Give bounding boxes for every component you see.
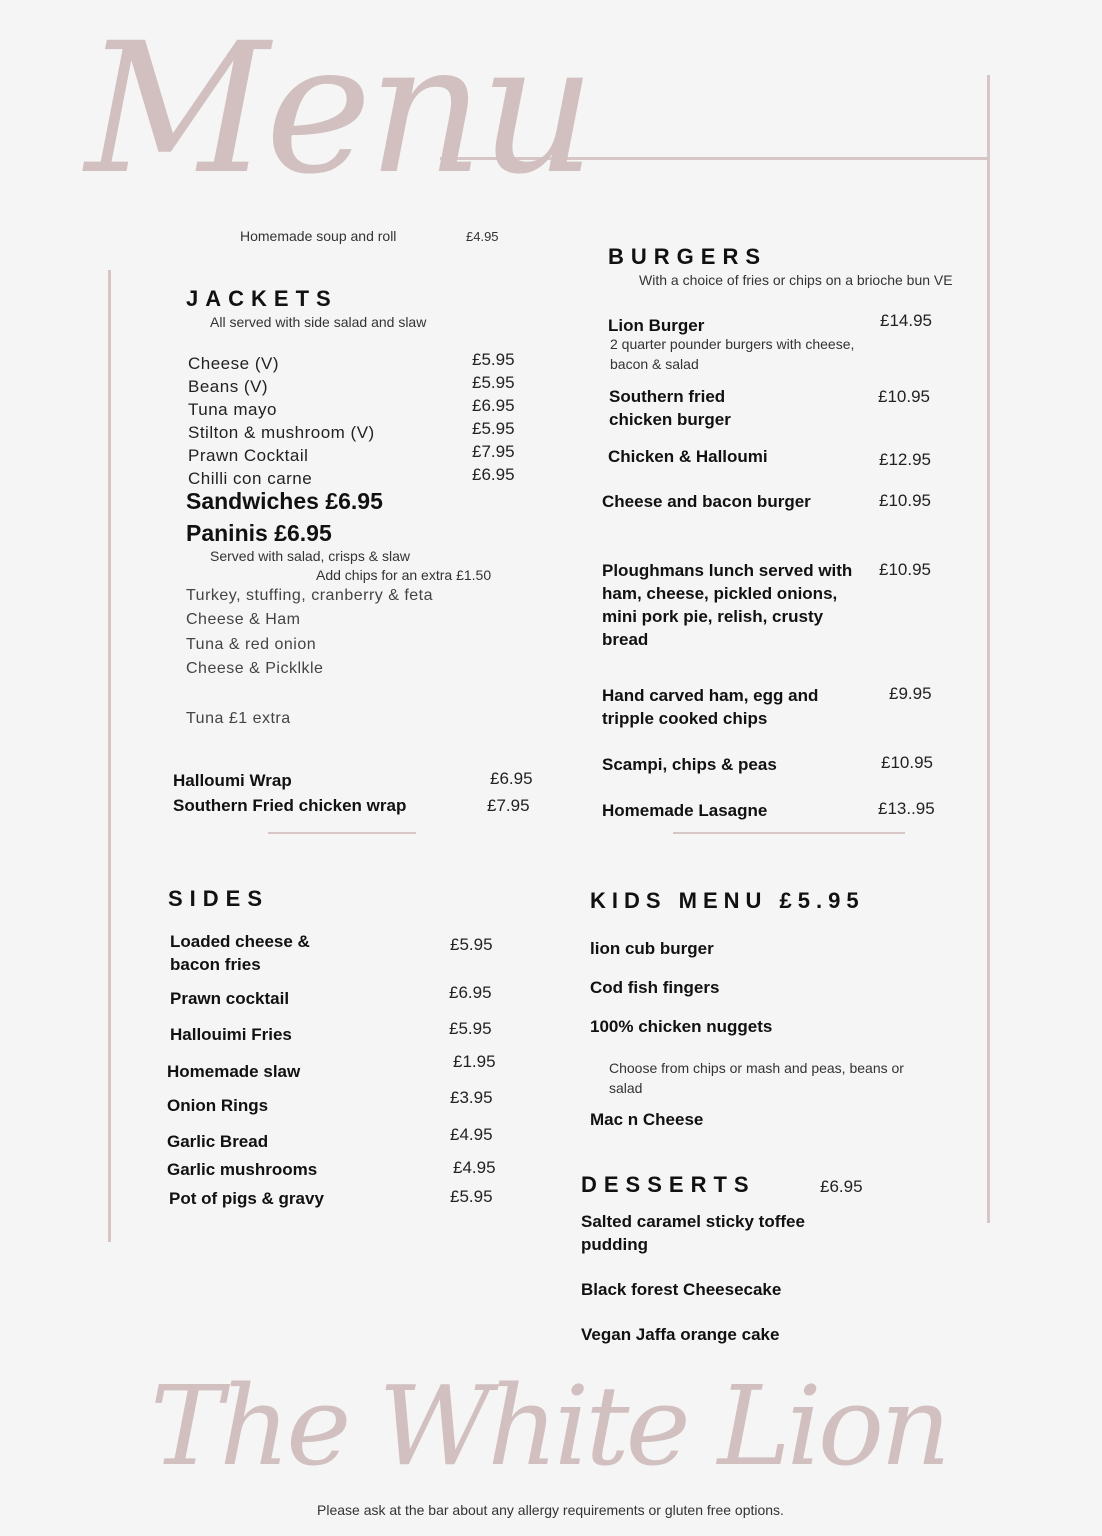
jacket-item-name: Stilton & mushroom (V)	[188, 423, 375, 442]
burger-item-price: £12.95	[879, 450, 931, 469]
jackets-note: All served with side salad and slaw	[210, 314, 427, 330]
side-item-price: £1.95	[453, 1052, 496, 1071]
burger-item-name: Homemade Lasagne	[602, 801, 768, 820]
burger-item-name: Hand carved ham, egg and tripple cooked chips	[602, 686, 819, 728]
sandwich-item: Tuna & red onion	[186, 636, 317, 653]
burger-item-price: £9.95	[889, 684, 932, 703]
burger-item-name: Ploughmans lunch served with ham, cheese, pickled onions, mini pork pie, relish, crusty bread	[602, 561, 853, 649]
kids-note: Choose from chips or mash and peas, beans or salad	[609, 1060, 904, 1096]
divider-left	[108, 270, 111, 1242]
sides-heading: SIDES	[168, 886, 270, 911]
side-item-price: £4.95	[453, 1158, 496, 1177]
kids-item: lion cub burger	[590, 939, 714, 958]
side-item-price: £5.95	[449, 1019, 492, 1038]
side-item-name: Garlic Bread	[167, 1132, 269, 1151]
jacket-item-price: £6.95	[472, 396, 515, 415]
side-item-name: Garlic mushrooms	[167, 1160, 318, 1179]
jacket-item-price: £5.95	[472, 373, 515, 392]
jackets-heading: JACKETS	[186, 286, 338, 311]
side-item-name: Hallouimi Fries	[170, 1025, 292, 1044]
allergy-footer: Please ask at the bar about any allergy requirements or gluten free options.	[317, 1502, 784, 1518]
side-item-price: £3.95	[450, 1088, 493, 1107]
wrap-name: Halloumi Wrap	[173, 771, 292, 790]
sandwich-item: Cheese & Picklkle	[186, 660, 324, 677]
soup-price: £4.95	[466, 229, 499, 244]
sandwiches-extra: Add chips for an extra £1.50	[316, 567, 492, 583]
burger-item-price: £10.95	[881, 753, 933, 772]
jacket-item-name: Cheese (V)	[188, 354, 279, 373]
burger-item-desc: 2 quarter pounder burgers with cheese, bacon & salad	[610, 336, 855, 372]
wrap-price: £7.95	[487, 796, 530, 815]
burger-item-name: Southern fried chicken burger	[609, 387, 731, 429]
burger-item-name: Chicken & Halloumi	[608, 447, 768, 466]
kids-heading: KIDS MENU £5.95	[590, 888, 865, 913]
dessert-item: Salted caramel sticky toffee pudding	[581, 1212, 805, 1254]
divider-wraps	[268, 832, 416, 834]
burgers-note: With a choice of fries or chips on a brioche bun VE	[639, 272, 953, 288]
jacket-item-name: Chilli con carne	[188, 469, 313, 488]
brand-logo: The White Lion	[150, 1362, 947, 1490]
burger-item-price: £10.95	[879, 491, 931, 510]
sandwich-item: Turkey, stuffing, cranberry & feta	[186, 587, 434, 604]
jacket-item-name: Beans (V)	[188, 377, 269, 396]
kids-item: Cod fish fingers	[590, 978, 720, 997]
sandwich-item: Cheese & Ham	[186, 611, 301, 628]
burger-item-price: £14.95	[880, 311, 932, 330]
wrap-price: £6.95	[490, 769, 533, 788]
jacket-item-price: £5.95	[472, 350, 515, 369]
soup-name: Homemade soup and roll	[240, 228, 397, 244]
jacket-item-price: £6.95	[472, 465, 515, 484]
side-item-price: £5.95	[450, 1187, 493, 1206]
side-item-name: Loaded cheese & bacon fries	[170, 932, 310, 974]
sandwiches-heading: Sandwiches £6.95	[186, 488, 383, 514]
side-item-price: £5.95	[450, 935, 493, 954]
side-item-name: Homemade slaw	[167, 1062, 301, 1081]
jacket-item-price: £5.95	[472, 419, 515, 438]
burger-item-price: £10.95	[879, 560, 931, 579]
burger-item-name: Lion Burger	[608, 316, 705, 335]
side-item-price: £6.95	[449, 983, 492, 1002]
burger-item-name: Cheese and bacon burger	[602, 492, 811, 511]
side-item-name: Prawn cocktail	[170, 989, 290, 1008]
side-item-price: £4.95	[450, 1125, 493, 1144]
jacket-item-name: Prawn Cocktail	[188, 446, 309, 465]
divider-right	[987, 75, 990, 1223]
side-item-name: Onion Rings	[167, 1096, 269, 1115]
burger-item-price: £10.95	[878, 387, 930, 406]
burger-item-name: Scampi, chips & peas	[602, 755, 777, 774]
burger-item-price: £13..95	[878, 799, 935, 818]
jacket-item-name: Tuna mayo	[188, 400, 277, 419]
wrap-name: Southern Fried chicken wrap	[173, 796, 407, 815]
paninis-heading: Paninis £6.95	[186, 520, 332, 546]
tuna-extra: Tuna £1 extra	[186, 710, 291, 727]
desserts-price: £6.95	[820, 1177, 863, 1196]
kids-item: 100% chicken nuggets	[590, 1017, 773, 1036]
divider-mains	[673, 832, 905, 834]
dessert-item: Black forest Cheesecake	[581, 1280, 782, 1299]
menu-title: Menu	[85, 5, 592, 214]
sandwiches-note: Served with salad, crisps & slaw	[210, 548, 410, 564]
burgers-heading: BURGERS	[608, 244, 768, 269]
side-item-name: Pot of pigs & gravy	[169, 1189, 324, 1208]
desserts-heading: DESSERTS	[581, 1172, 756, 1197]
kids-item: Mac n Cheese	[590, 1110, 704, 1129]
dessert-item: Vegan Jaffa orange cake	[581, 1325, 780, 1344]
jacket-item-price: £7.95	[472, 442, 515, 461]
